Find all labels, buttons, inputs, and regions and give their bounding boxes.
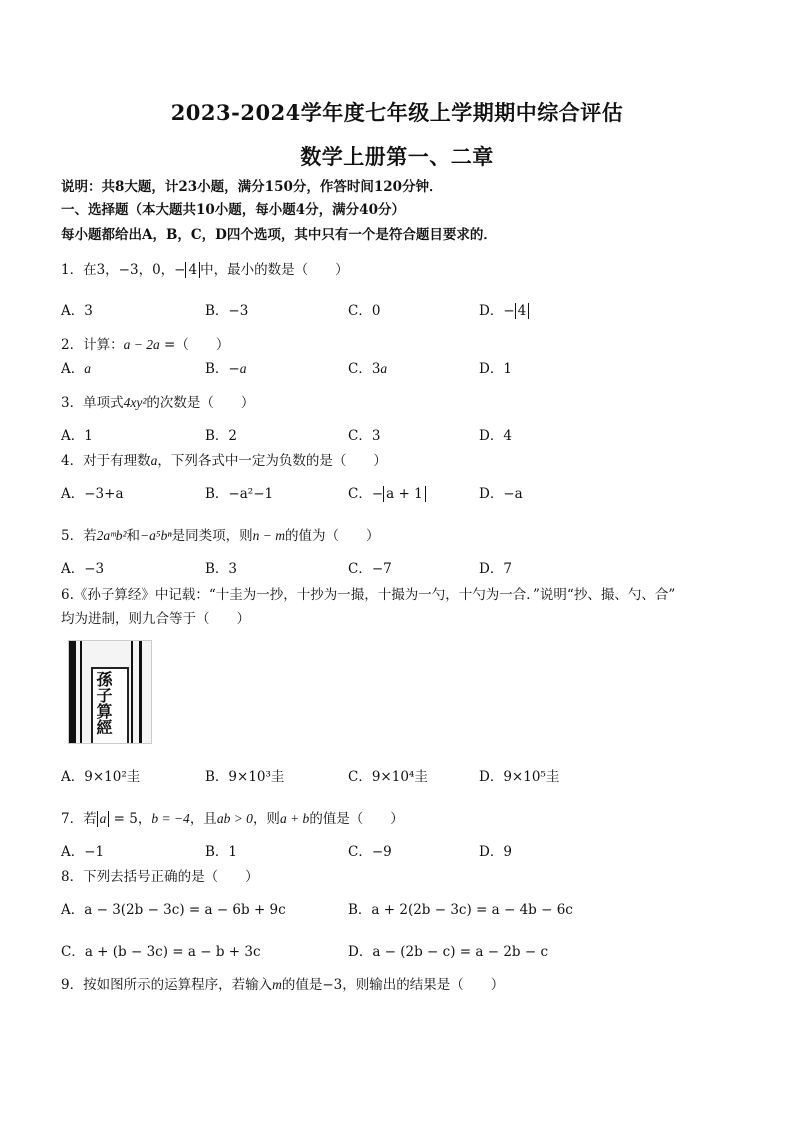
question-1: [61, 258, 349, 278]
q4-option-d[interactable]: D．−a: [479, 486, 523, 502]
q2-option-b[interactable]: [205, 357, 246, 377]
question-text: 中，最小的数是（ ）: [200, 262, 349, 278]
question-text: 4．对于有理数: [61, 453, 151, 469]
q3-option-b[interactable]: B．2: [205, 428, 238, 444]
question-text: ，且: [189, 811, 217, 827]
question-6-line-2: 均为进制，则九合等于（ ）: [61, 611, 250, 627]
q2-option-c[interactable]: [348, 357, 387, 377]
math-expr: a + b: [279, 811, 310, 826]
question-8: 8．下列去括号正确的是（ ）: [61, 869, 259, 885]
q5-option-b[interactable]: B．3: [205, 561, 238, 577]
q6-option-d[interactable]: D．9×10⁵圭: [479, 769, 560, 785]
q7-option-c[interactable]: C．−9: [348, 844, 392, 860]
q8-option-a[interactable]: A．a − 3(2b − 3c) = a − 6b + 9c: [61, 902, 286, 918]
q2-option-d[interactable]: D．1: [479, 361, 512, 377]
q6-option-b[interactable]: B．9×10³圭: [205, 769, 285, 785]
page-subtitle: 数学上册第一、二章: [300, 144, 494, 169]
q5-option-a[interactable]: A．−3: [61, 561, 105, 577]
question-3: [61, 391, 254, 411]
q7-option-d[interactable]: D．9: [479, 844, 512, 860]
question-text: 1．在3，−3，0，−: [61, 262, 186, 278]
question-text: 9．按如图所示的运算程序，若输入: [61, 977, 273, 993]
question-4: [61, 449, 387, 469]
question-text: 的次数是（ ）: [146, 395, 255, 411]
q6-option-a[interactable]: A．9×10²圭: [61, 769, 141, 785]
abs-value: [97, 811, 110, 827]
question-2: [61, 333, 229, 353]
q3-option-d[interactable]: D．4: [479, 428, 512, 444]
question-text: ，则: [252, 811, 280, 827]
math-expr: b = −4: [151, 811, 190, 826]
option-text: A．: [61, 361, 85, 377]
q8-option-d[interactable]: D．a − (2b − c) = a − 2b − c: [348, 944, 549, 960]
question-5: [61, 524, 379, 544]
math-var: a: [380, 361, 388, 376]
q2-option-a[interactable]: [61, 357, 91, 377]
question-7: [61, 807, 404, 827]
question-text: 2．计算：: [61, 337, 124, 353]
math-var: a: [84, 361, 91, 376]
question-text: 3．单项式: [61, 395, 124, 411]
q4-option-a[interactable]: A．−3+a: [61, 486, 124, 502]
q3-option-a[interactable]: A．1: [61, 428, 93, 444]
q8-option-c[interactable]: C．a + (b − 3c) = a − b + 3c: [61, 944, 261, 960]
option-text: B．−: [205, 361, 240, 377]
q3-option-c[interactable]: C．3: [348, 428, 381, 444]
q4-option-c[interactable]: [348, 482, 426, 502]
abs-value: 4: [515, 303, 530, 319]
question-text: 的值是−3，则输出的结果是（ ）: [281, 977, 505, 993]
q1-option-c[interactable]: C．0: [348, 303, 381, 319]
question-text: =（ ）: [159, 337, 230, 353]
abs-value: a + 1: [383, 486, 426, 502]
question-text: 的值是（ ）: [309, 811, 404, 827]
math-var: m: [272, 977, 282, 992]
math-var: a: [239, 361, 247, 376]
math-var: a: [150, 453, 158, 468]
q5-option-d[interactable]: D．7: [479, 561, 512, 577]
math-expr: ab > 0: [216, 811, 253, 826]
question-text: 是同类项，则: [171, 528, 253, 544]
q7-option-b[interactable]: B．1: [205, 844, 238, 860]
math-expr: −a⁵bⁿ: [140, 528, 172, 543]
q7-option-a[interactable]: A．−1: [61, 844, 105, 860]
question-text: ，下列各式中一定为负数的是（ ）: [157, 453, 387, 469]
question-text: = 5，: [109, 811, 152, 827]
exam-note: 说明：共8大题，计23小题，满分150分，作答时间120分钟．: [61, 179, 443, 195]
q6-option-c[interactable]: C．9×10⁴圭: [348, 769, 428, 785]
q5-option-c[interactable]: C．−7: [348, 561, 392, 577]
abs-value: 4: [185, 262, 200, 278]
section-heading: 一、选择题（本大题共10小题，每小题4分，满分40分）: [61, 202, 405, 218]
question-9: [61, 973, 504, 993]
question-6-line-1: 6.《孙子算经》中记载：“十圭为一抄，十抄为一撮，十撮为一勺，十勺为一合．”说明“抄、撮、勺、合”: [61, 587, 676, 603]
option-text: D．−: [479, 303, 515, 319]
math-expr: n − m: [252, 528, 285, 543]
math-expr: 2aᵐb²: [96, 528, 127, 543]
math-expr: a − 2a: [123, 337, 160, 352]
question-text: 5．若: [61, 528, 97, 544]
question-text: 的值为（ ）: [284, 528, 380, 544]
math-var: a: [99, 811, 107, 826]
q8-option-b[interactable]: B．a + 2(2b − 3c) = a − 4b − 6c: [348, 902, 573, 918]
section-note: 每小题都给出A，B，C，D四个选项，其中只有一个是符合题目要求的．: [61, 227, 497, 243]
q4-option-b[interactable]: B．−a²−1: [205, 486, 274, 502]
math-expr: 4xy²: [123, 395, 147, 410]
option-text: C．3: [348, 361, 381, 377]
q1-option-b[interactable]: B．−3: [205, 303, 249, 319]
question-text: 和: [126, 528, 141, 544]
q1-option-a[interactable]: A．3: [61, 303, 93, 319]
q1-option-d[interactable]: [479, 299, 529, 319]
question-text: 7．若: [61, 811, 97, 827]
page-title: 2023-2024学年度七年级上学期期中综合评估: [170, 100, 624, 125]
option-text: C．−: [348, 486, 384, 502]
book-cover-image: [68, 640, 152, 744]
book-title-text: 孫子算經: [94, 671, 113, 735]
